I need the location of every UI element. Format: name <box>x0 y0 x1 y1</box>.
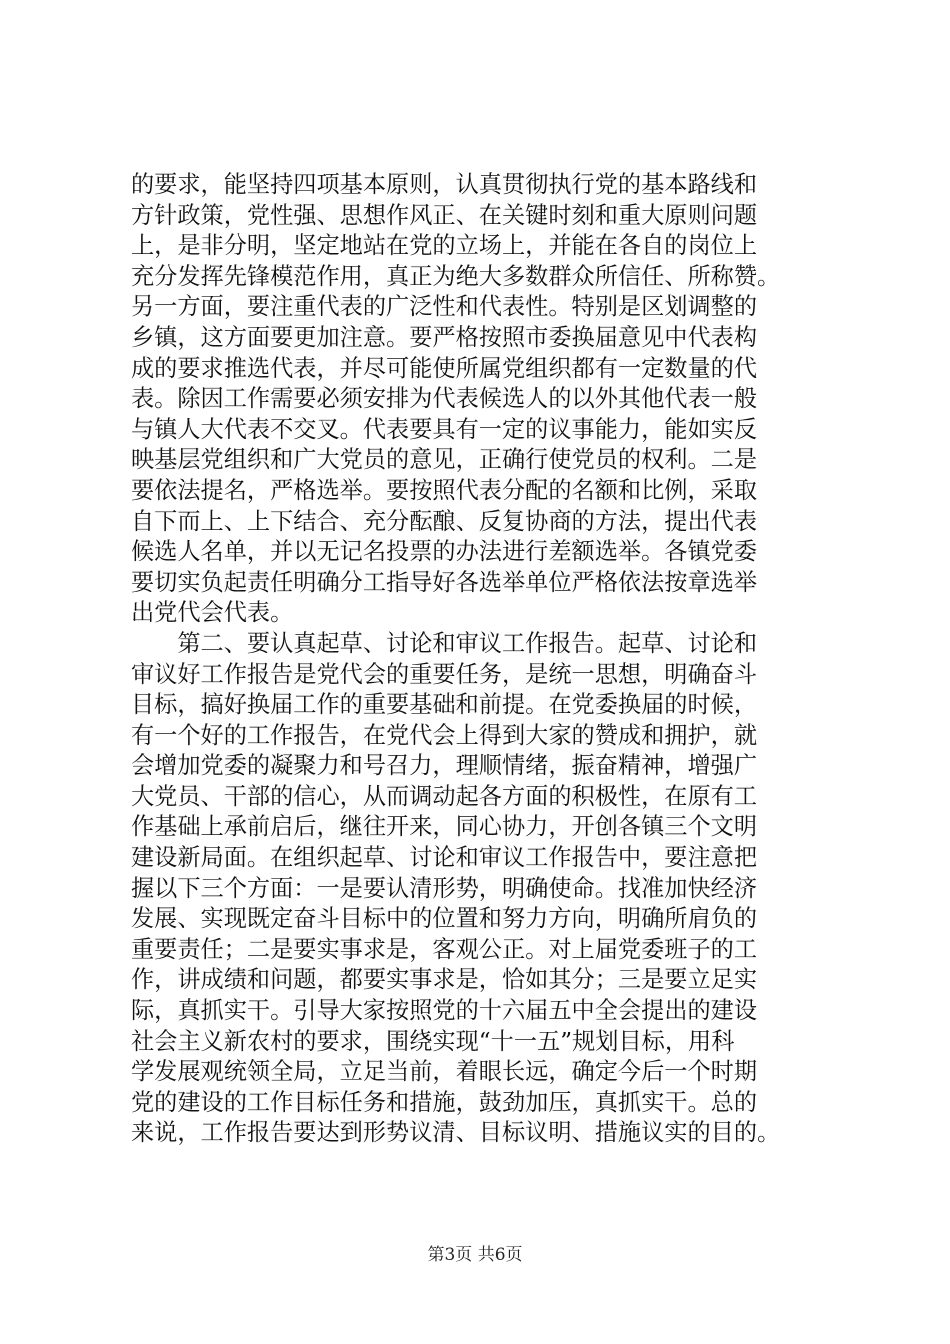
text-line: 充分发挥先锋模范作用，真正为绝大多数群众所信任、所称赞。 <box>131 262 781 290</box>
text-line: 候选人名单，并以无记名投票的办法进行差额选举。各镇党委 <box>131 538 758 566</box>
text-line: 社会主义新农村的要求，围绕实现“十一五”规划目标，用科 <box>131 1027 735 1055</box>
text-line: 要切实负起责任明确分工指导好各选举单位严格依法按章选举 <box>131 568 758 596</box>
text-line: 另一方面，要注重代表的广泛性和代表性。特别是区划调整的 <box>131 293 758 321</box>
text-line: 大党员、干部的信心，从而调动起各方面的积极性，在原有工 <box>131 782 758 810</box>
text-line: 会增加党委的凝聚力和号召力，理顺情绪，振奋精神，增强广 <box>131 752 758 780</box>
text-line: 作，讲成绩和问题，都要实事求是，恰如其分；三是要立足实 <box>131 966 758 994</box>
text-line: 发展、实现既定奋斗目标中的位置和努力方向，明确所肩负的 <box>131 905 758 933</box>
text-line: 目标，搞好换届工作的重要基础和前提。在党委换届的时候， <box>131 691 758 719</box>
text-line: 方针政策，党性强、思想作风正、在关键时刻和重大原则问题 <box>131 201 758 229</box>
text-line: 建设新局面。在组织起草、讨论和审议工作报告中，要注意把 <box>131 844 758 872</box>
text-line: 上，是非分明，坚定地站在党的立场上，并能在各自的岗位上 <box>131 232 758 260</box>
text-line: 审议好工作报告是党代会的重要任务，是统一思想，明确奋斗 <box>131 660 758 688</box>
text-line: 要依法提名，严格选举。要按照代表分配的名额和比例，采取 <box>131 476 758 504</box>
text-line: 成的要求推选代表，并尽可能使所属党组织都有一定数量的代 <box>131 354 758 382</box>
text-line: 有一个好的工作报告，在党代会上得到大家的赞成和拥护，就 <box>131 721 758 749</box>
text-line: 重要责任；二是要实事求是，客观公正。对上届党委班子的工 <box>131 935 758 963</box>
text-line: 自下而上、上下结合、充分酝酿、反复协商的方法，提出代表 <box>131 507 758 535</box>
text-line: 出党代会代表。 <box>131 599 294 627</box>
text-line: 与镇人大代表不交叉。代表要具有一定的议事能力，能如实反 <box>131 415 758 443</box>
page-number-footer: 第3页 共6页 <box>427 1245 523 1265</box>
text-line: 际，真抓实干。引导大家按照党的十六届五中全会提出的建设 <box>131 997 758 1025</box>
text-line: 党的建设的工作目标任务和措施，鼓劲加压，真抓实干。总的 <box>131 1088 758 1116</box>
text-line: 作基础上承前启后，继往开来，同心协力，开创各镇三个文明 <box>131 813 758 841</box>
text-line: 乡镇，这方面要更加注意。要严格按照市委换届意见中代表构 <box>131 323 758 351</box>
text-line: 学发展观统领全局，立足当前，着眼长远，确定今后一个时期 <box>131 1058 758 1086</box>
text-line: 第二、要认真起草、讨论和审议工作报告。起草、讨论和 <box>131 629 758 657</box>
text-line: 映基层党组织和广大党员的意见，正确行使党员的权利。二是 <box>131 446 758 474</box>
body-text <box>131 170 843 1149</box>
text-line: 的要求，能坚持四项基本原则，认真贯彻执行党的基本路线和 <box>131 171 758 198</box>
text-line: 表。除因工作需要必须安排为代表候选人的以外其他代表一般 <box>131 385 758 413</box>
text-line: 握以下三个方面：一是要认清形势，明确使命。找准加快经济 <box>131 874 758 902</box>
text-line: 来说，工作报告要达到形势议清、目标议明、措施议实的目的。 <box>131 1119 781 1147</box>
